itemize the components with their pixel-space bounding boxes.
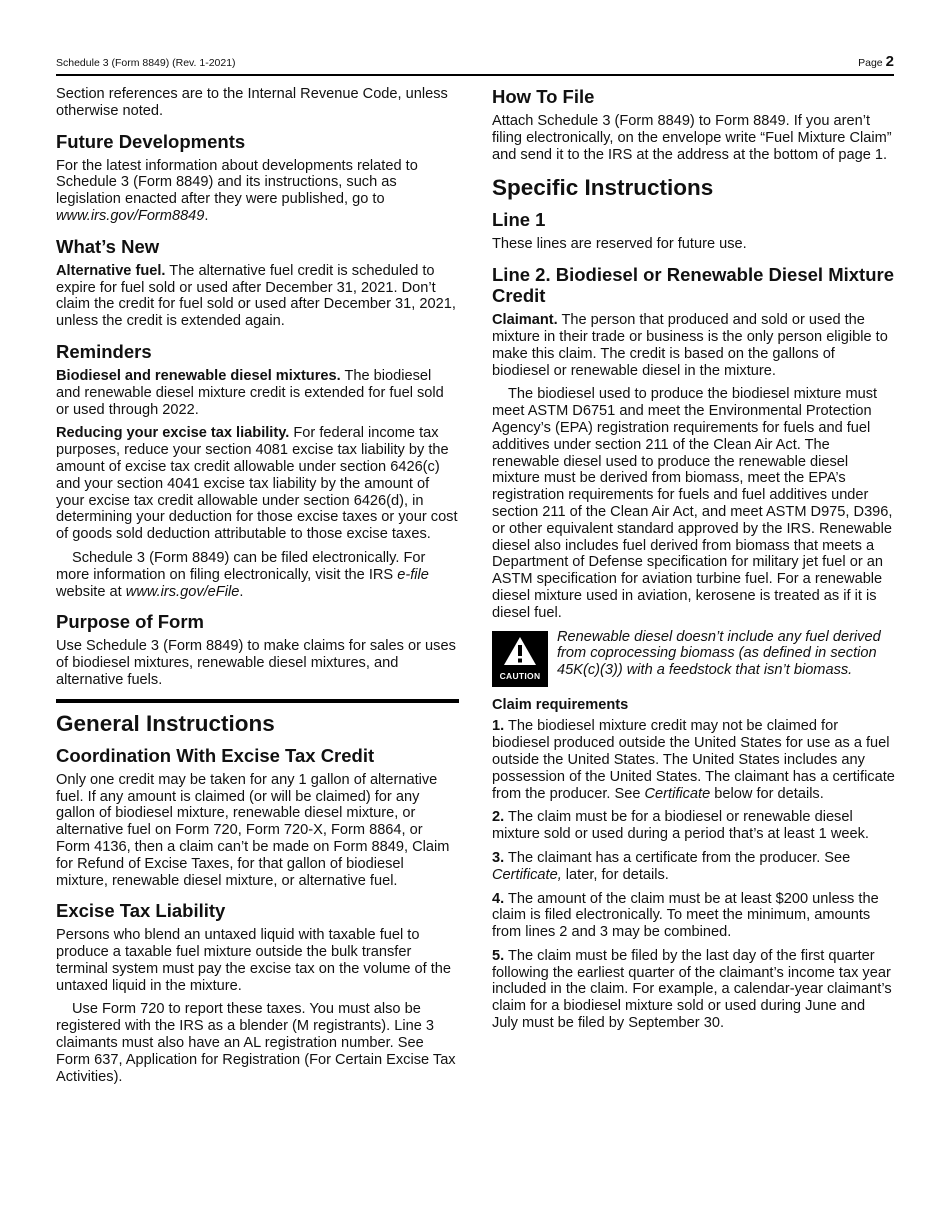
line1-text: These lines are reserved for future use. bbox=[492, 236, 747, 253]
how-to-file-heading: How To File bbox=[492, 86, 595, 107]
line1-heading: Line 1 bbox=[492, 209, 546, 231]
claim-requirement-item: 3. The claimant has a certificate from the producer. See Certificate, later, for details. bbox=[492, 849, 851, 883]
intro-text: Section references are to the Internal Revenue Code, unless otherwise noted. bbox=[56, 86, 448, 119]
warning-triangle-icon bbox=[503, 636, 537, 666]
future-developments-heading: Future Developments bbox=[56, 130, 246, 152]
caution-label: CAUTION bbox=[499, 670, 541, 681]
left-column bbox=[56, 86, 459, 1092]
form8849-link[interactable]: www.irs.gov/Form8849 bbox=[56, 207, 205, 224]
page-header bbox=[56, 52, 894, 76]
caution-icon bbox=[492, 631, 548, 687]
excise-heading: Excise Tax Liability bbox=[56, 900, 226, 922]
page-number: 2 bbox=[885, 53, 894, 70]
claimant-paragraph: Claimant. The person that produced and sold or used the mixture in their trade or business is the only person eligible to make this claim. The credit is based on the gallons of biodiesel or renewable diesel in the mixture. bbox=[492, 312, 888, 379]
claim-requirements-heading: Claim requirements bbox=[492, 696, 629, 713]
claim-requirements-list bbox=[492, 718, 895, 1032]
claim-requirement-item: 2. The claim must be for a biodiesel or renewable diesel mixture sold or used during a period that’s at least 1 week. bbox=[492, 809, 869, 843]
caution-text: Renewable diesel doesn’t include any fuel derived from coprocessing biomass (as defined in section 45K(c)(3)) with a feedstock that isn’t biomass. bbox=[557, 628, 881, 679]
future-developments-text: For the latest information about developments related to Schedule 3 (Form 8849) and its instructions, such as legislation enacted after they were published, go to www.irs.gov/Form8849. bbox=[56, 157, 418, 224]
caution-box bbox=[492, 629, 895, 687]
general-instructions-heading: General Instructions bbox=[56, 710, 275, 736]
right-column bbox=[492, 86, 895, 1039]
claim-requirement-item: 4. The amount of the claim must be at least $200 unless the claim is filed electronically. To meet the minimum, amounts from lines 2 and 3 may be combined. bbox=[492, 890, 879, 941]
claim-requirement-item: 5. The claim must be filed by the last day of the first quarter following the earliest quarter of the claimant’s income tax year included in the claim. For example, a calendar-year claimant’s claim for a biodiesel mixture sold or used during June and July must be filed by September 30. bbox=[492, 947, 892, 1032]
excise-text-2: Use Form 720 to report these taxes. You must also be registered with the IRS as a blender (M registrants). Line 3 claimants must also have an AL registration number. See Form 637, Application for Registration (For Certain Excise Tax Activities). bbox=[56, 1001, 456, 1085]
claim-requirement-item: 1. The biodiesel mixture credit may not be claimed for biodiesel produced outside the United States for use as a fuel outside the United States. The United States includes any possession of the United States. The claimant has a certificate from the producer. See Certificate below for details. bbox=[492, 718, 895, 802]
line2-heading: Line 2. Biodiesel or Renewable Diesel Mixture Credit bbox=[492, 264, 894, 307]
efile-paragraph: Schedule 3 (Form 8849) can be filed electronically. For more information on filing electronically, visit the IRS e-file website at www.irs.gov/eFile. bbox=[56, 549, 429, 600]
biodiesel-paragraph: Biodiesel and renewable diesel mixtures. The biodiesel and renewable diesel mixture credit is extended for fuel sold or used through 2022. bbox=[56, 367, 444, 418]
page-indicator bbox=[858, 53, 894, 70]
section-divider bbox=[56, 699, 459, 703]
coordination-text: Only one credit may be taken for any 1 gallon of alternative fuel. If any amount is claimed (or will be claimed) for any gallon of biodiesel mixture, renewable diesel mixture, or alternative fuel on Form 720, Form 720-X, Form 8864, or Form 4136, then a claim can’t be made on Form 8849, Claim for Refund of Excise Taxes, for that gallon of biodiesel mixture, renewable diesel mixture, or alternative fuel. bbox=[56, 771, 450, 889]
purpose-heading: Purpose of Form bbox=[56, 611, 205, 633]
how-to-file-text: Attach Schedule 3 (Form 8849) to Form 8849. If you aren’t filing electronically, on the envelope write “Fuel Mixture Claim” and send it to the IRS at the address at the bottom of page 1. bbox=[492, 113, 892, 163]
reminders-heading: Reminders bbox=[56, 340, 152, 362]
purpose-text: Use Schedule 3 (Form 8849) to make claims for sales or uses of biodiesel mixtures, renewable diesel mixtures, and alternative fuels. bbox=[56, 638, 456, 688]
form-title: Schedule 3 (Form 8849) (Rev. 1-2021) bbox=[56, 57, 236, 69]
biodiesel-spec-paragraph: The biodiesel used to produce the biodiesel mixture must meet ASTM D6751 and meet the Environmental Protection Agency’s (EPA) registration requirements for fuels and fuel additives under section 211 of the Clean Air Act. The renewable diesel used to produce the renewable diesel mixture must be derived from biomass, meet the EPA’s registration requirements for fuels and fuel additives under section 211 of the Clean Air Act, and meet ASTM D975, D396, or other equivalent standard approved by the IRS. Renewable diesel also includes fuel derived from biomass that meets a Department of Defense specification for military jet fuel or an ASTM specification for aviation turbine fuel. For a renewable diesel mixture used in aviation, kerosene is treated as if it is diesel fuel. bbox=[492, 386, 893, 621]
page-label: Page bbox=[858, 57, 883, 69]
reducing-paragraph: Reducing your excise tax liability. For federal income tax purposes, reduce your section 4081 excise tax liability by the amount of excise tax credit allowable under section 6426(c) and your section 4041 excise tax liability by the amount of your excise tax credit allowable under section 6426(d), in determining your deduction for those excise taxes or your cost of goods sold deduction attributable to those excise taxes. bbox=[56, 425, 458, 543]
whats-new-heading: What’s New bbox=[56, 235, 160, 257]
excise-text-1: Persons who blend an untaxed liquid with taxable fuel to produce a taxable fuel mixture outside the bulk transfer terminal system must pay the excise tax on the volume of the untaxed liquid in the mixture. bbox=[56, 927, 452, 994]
alt-fuel-paragraph: Alternative fuel. The alternative fuel credit is scheduled to expire for fuel sold or used after December 31, 2021. Don’t claim the credit for fuel sold or used after December 31, 2021, unless the credit is extended again. bbox=[56, 262, 456, 330]
coordination-heading: Coordination With Excise Tax Credit bbox=[56, 744, 375, 766]
specific-instructions-heading: Specific Instructions bbox=[492, 175, 714, 201]
efile-link[interactable]: www.irs.gov/eFile bbox=[125, 583, 240, 600]
